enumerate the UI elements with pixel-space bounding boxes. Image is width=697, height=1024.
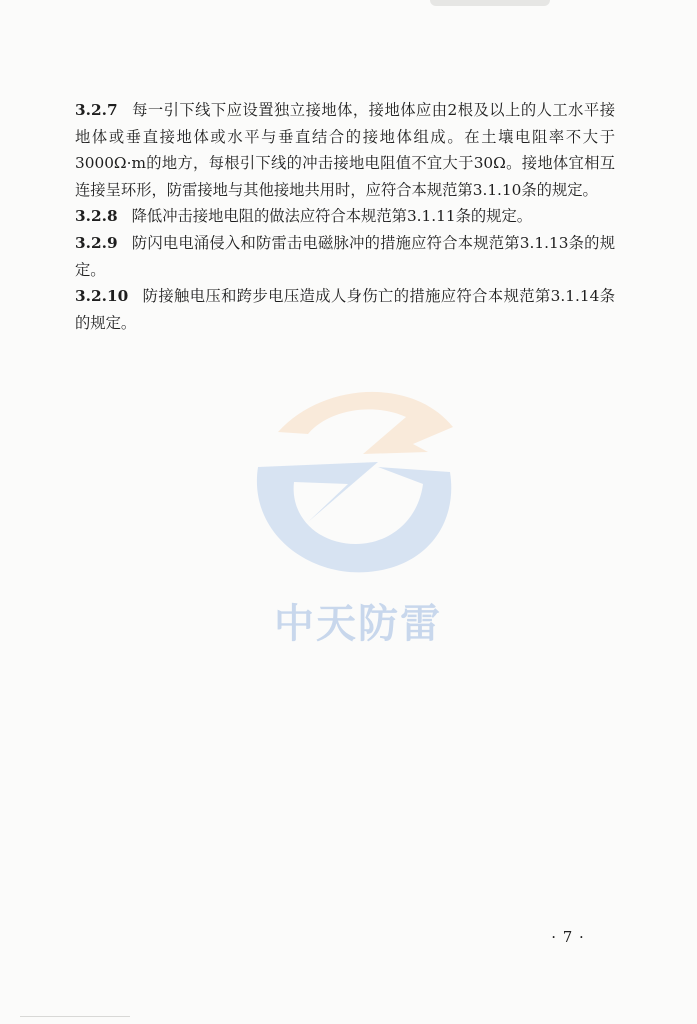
- clause-number: 3.2.7: [75, 101, 118, 119]
- clause-3-2-10: [75, 283, 615, 336]
- scan-artifact-line: [20, 1016, 130, 1017]
- clause-text: 降低冲击接地电阻的做法应符合本规范第3.1.11条的规定。: [131, 207, 533, 226]
- clause-number: 3.2.10: [75, 287, 129, 306]
- clause-text: 防闪电电涌侵入和防雷击电磁脉冲的措施应符合本规范第3.1.13条的规定。: [75, 233, 615, 279]
- clause-list: [75, 97, 615, 336]
- page-number: · 7 ·: [551, 928, 585, 946]
- clause-number: 3.2.9: [75, 233, 118, 252]
- clause-3-2-8: [75, 203, 615, 230]
- clause-3-2-7: [75, 97, 615, 203]
- clause-text: 每一引下线下应设置独立接地体，接地体应由2根及以上的人工水平接地体或垂直接地体或水平与垂直结合的接地体组成。在土壤电阻率不大于3000Ω·m的地方，每根引下线的冲击接地电阻值不宜大于30Ω。接地体宜相互连接呈环形，防雷接地与其他接地共用时，应符合本规范第3.1.10条的规定。: [75, 101, 615, 199]
- clause-number: 3.2.8: [75, 207, 118, 226]
- scan-artifact: [430, 0, 550, 6]
- watermark-logo: [228, 372, 488, 662]
- watermark-text: 中天防雷: [274, 601, 442, 647]
- clause-text: 防接触电压和跨步电压造成人身伤亡的措施应符合本规范第3.1.14条的规定。: [75, 287, 615, 332]
- watermark-emblem-icon: [228, 372, 488, 592]
- clause-3-2-9: [75, 230, 615, 283]
